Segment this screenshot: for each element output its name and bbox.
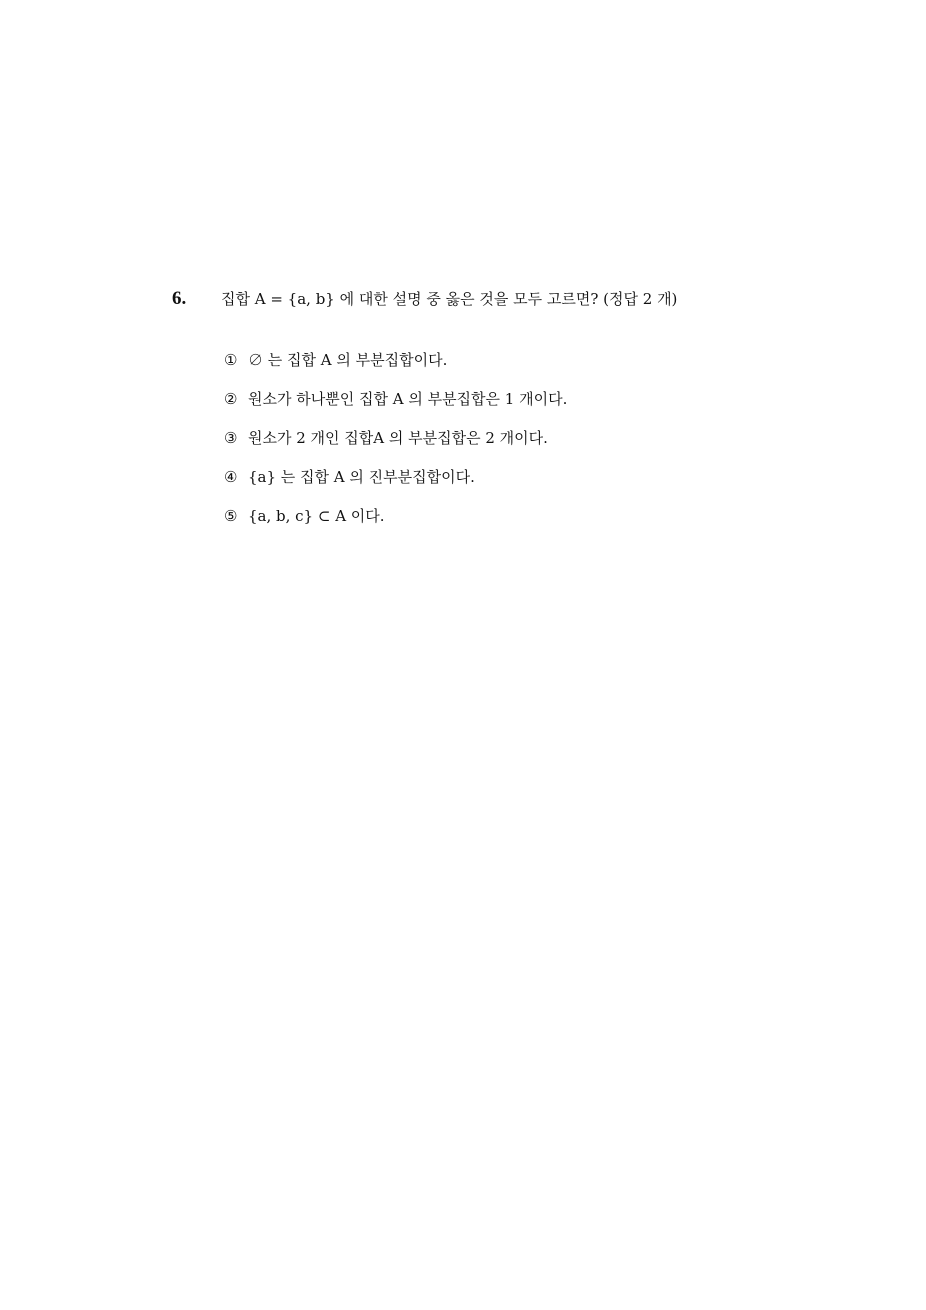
choice-text: {a} 는 집합 A 의 진부분집합이다. xyxy=(248,468,475,486)
question-number: 6. xyxy=(172,288,187,309)
choice-5[interactable] xyxy=(224,496,567,535)
choice-4[interactable] xyxy=(224,457,567,496)
question-text: 집합 A = {a, b} 에 대한 설명 중 옳은 것을 모두 고르면? (정답 2 개) xyxy=(221,290,678,308)
choice-2[interactable] xyxy=(224,379,567,418)
choice-marker: ① xyxy=(224,350,238,369)
choice-marker: ④ xyxy=(224,467,238,486)
choice-text: 원소가 하나뿐인 집합 A 의 부분집합은 1 개이다. xyxy=(248,390,568,408)
choice-3[interactable] xyxy=(224,418,567,457)
choice-marker: ⑤ xyxy=(224,506,238,525)
choice-text: {a, b, c} ⊂ A 이다. xyxy=(248,507,385,525)
choice-text: ∅ 는 집합 A 의 부분집합이다. xyxy=(248,351,448,369)
choice-text: 원소가 2 개인 집합A 의 부분집합은 2 개이다. xyxy=(248,429,548,447)
choice-1[interactable] xyxy=(224,340,567,379)
choice-marker: ③ xyxy=(224,428,238,447)
choice-list xyxy=(224,340,567,535)
choice-marker: ② xyxy=(224,389,238,408)
